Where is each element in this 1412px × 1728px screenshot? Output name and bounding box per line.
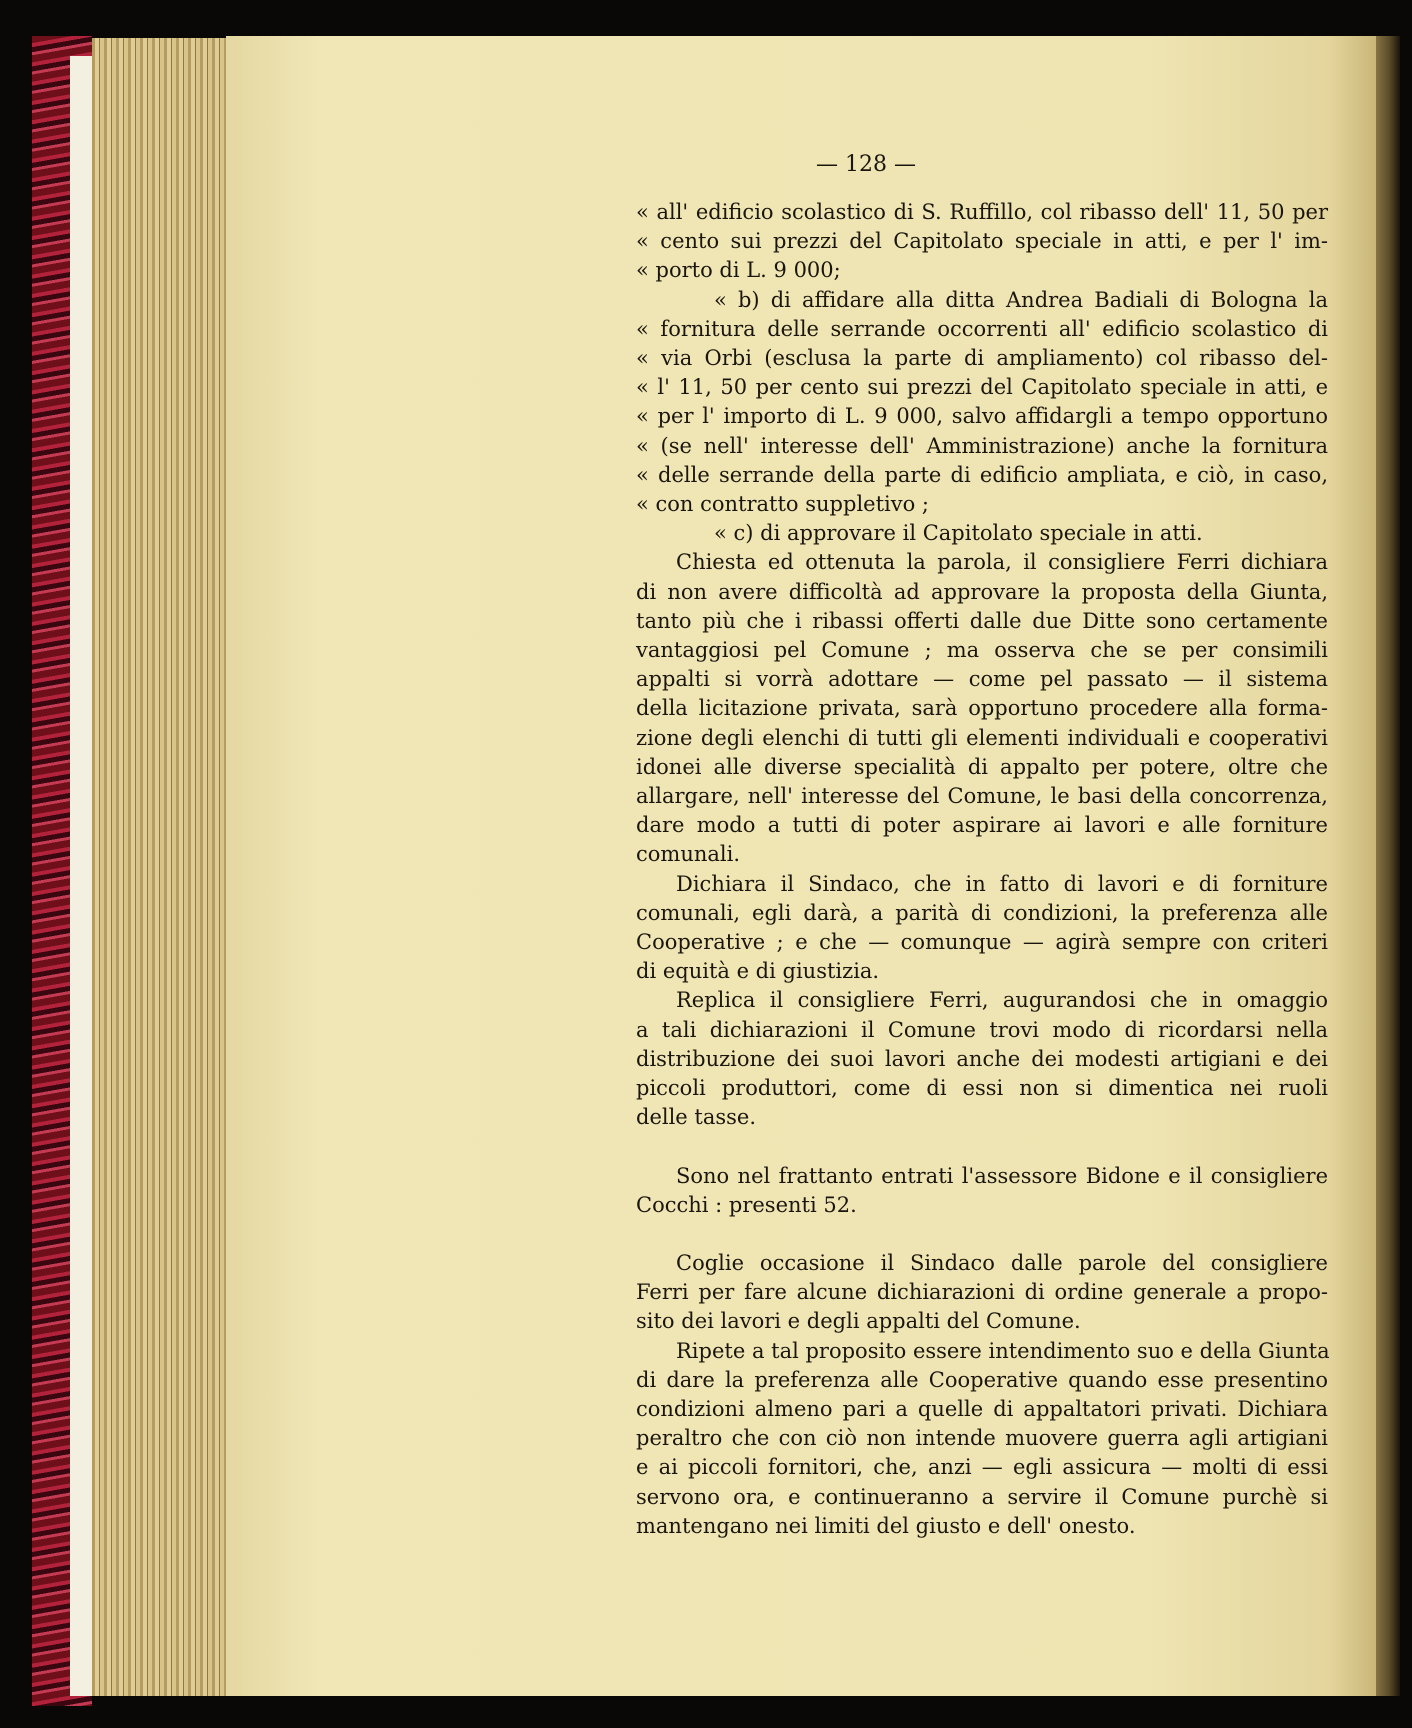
text-line: « cento sui prezzi del Capitolato speciale in atti, e per l' im- — [636, 229, 1328, 254]
gutter-shadow — [1374, 36, 1400, 1696]
paragraph-sindaco-1 — [636, 870, 1328, 987]
text-line: Sono nel frattanto entrati l'assessore Bidone e il consigliere — [676, 1163, 1328, 1188]
text-line: distribuzione dei suoi lavori anche dei modesti artigiani e dei — [636, 1046, 1328, 1071]
text-line: della licitazione privata, sarà opportuno procedere alla forma- — [636, 696, 1328, 721]
text-line: appalti si vorrà adottare — come pel passato — il sistema — [636, 667, 1328, 692]
text-line: Dichiara il Sindaco, che in fatto di lavori e di forniture — [676, 871, 1328, 896]
text-line: dare modo a tutti di poter aspirare ai lavori e alle forniture — [636, 813, 1328, 838]
text-line: allargare, nell' interesse del Comune, le basi della concorrenza, — [636, 784, 1328, 809]
text-line: a tali dichiarazioni il Comune trovi modo di ricordarsi nella — [636, 1017, 1328, 1042]
text-line: « con contratto suppletivo ; — [636, 492, 929, 517]
text-line: servono ora, e continueranno a servire il Comune purchè si — [636, 1484, 1328, 1509]
book-page — [226, 36, 1376, 1696]
text-line: di dare la preferenza alle Cooperative quando esse presentino — [636, 1367, 1328, 1392]
text-line: vantaggiosi pel Comune ; ma osserva che se per consimili — [636, 638, 1328, 663]
text-line: « (se nell' interesse dell' Amministrazione) anche la fornitura — [636, 433, 1328, 458]
text-line: mantengano nei limiti del giusto e dell' onesto. — [636, 1513, 1136, 1538]
paragraph-ferri-1 — [636, 548, 1328, 869]
paragraph-ferri-2 — [636, 986, 1328, 1132]
paragraph-sindaco-3 — [636, 1337, 1328, 1541]
text-line: « per l' importo di L. 9 000, salvo affidargli a tempo opportuno — [636, 404, 1328, 429]
text-line: Cooperative ; e che — comunque — agirà sempre con criteri — [636, 930, 1328, 955]
text-line: « porto di L. 9 000; — [636, 258, 841, 283]
paragraph-gap — [636, 1133, 1328, 1162]
text-line: di equità e di giustizia. — [636, 959, 880, 984]
text-line: sito dei lavori e degli appalti del Comune. — [636, 1309, 1081, 1334]
paragraph-quote-c — [636, 519, 1328, 548]
page-edges — [92, 38, 228, 1696]
text-line: Chiesta ed ottenuta la parola, il consigliere Ferri dichiara — [676, 550, 1328, 575]
text-line: e ai piccoli fornitori, che, anzi — egli assicura — molti di essi — [636, 1455, 1328, 1480]
text-line: zione degli elenchi di tutti gli elementi individuali e cooperativi — [636, 725, 1328, 750]
text-line: Replica il consigliere Ferri, augurandosi che in omaggio — [676, 988, 1328, 1013]
text-line: « via Orbi (esclusa la parte di ampliamento) col ribasso del- — [636, 346, 1328, 371]
paragraph-quote-b — [636, 286, 1328, 520]
text-line: « b) di affidare alla ditta Andrea Badiali di Bologna la — [714, 287, 1328, 312]
text-line: idonei alle diverse specialità di appalto per potere, oltre che — [636, 754, 1328, 779]
paragraph-gap — [636, 1220, 1328, 1249]
text-line: Coglie occasione il Sindaco dalle parole del consigliere — [676, 1250, 1328, 1275]
text-line: « all' edificio scolastico di S. Ruffillo, col ribasso dell' 11, 50 per — [636, 200, 1328, 224]
text-line: « l' 11, 50 per cento sui prezzi del Capitolato speciale in atti, e — [636, 375, 1328, 400]
text-line: « delle serrande della parte di edificio ampliata, e ciò, in caso, — [636, 462, 1328, 487]
paragraph-quote-a — [636, 198, 1328, 286]
text-line: piccoli produttori, come di essi non si dimentica nei ruoli — [636, 1076, 1328, 1101]
text-column — [636, 198, 1328, 1541]
text-line: condizioni almeno pari a quelle di appaltatori privati. Dichiara — [636, 1396, 1328, 1421]
text-line: « fornitura delle serrande occorrenti all' edificio scolastico di — [636, 316, 1328, 341]
text-line: Ripete a tal proposito essere intendimento suo e della Giunta — [676, 1338, 1330, 1363]
text-line: comunali. — [636, 842, 740, 867]
text-line: di non avere difficoltà ad approvare la proposta della Giunta, — [636, 579, 1328, 604]
text-line: comunali, egli darà, a parità di condizioni, la preferenza alle — [636, 900, 1328, 925]
flyleaf — [70, 56, 92, 1696]
text-line: peraltro che con ciò non intende muovere guerra agli artigiani — [636, 1426, 1328, 1451]
text-line: tanto più che i ribassi offerti dalle due Ditte sono certamente — [636, 608, 1328, 633]
page-number: — 128 — — [816, 152, 916, 177]
paragraph-entrati — [636, 1162, 1328, 1220]
text-line: delle tasse. — [636, 1105, 757, 1130]
text-line: Cocchi : presenti 52. — [636, 1192, 857, 1217]
text-line: « c) di approvare il Capitolato speciale in atti. — [714, 521, 1203, 546]
text-line: Ferri per fare alcune dichiarazioni di ordine generale a propo- — [636, 1280, 1328, 1305]
paragraph-sindaco-2 — [636, 1249, 1328, 1337]
